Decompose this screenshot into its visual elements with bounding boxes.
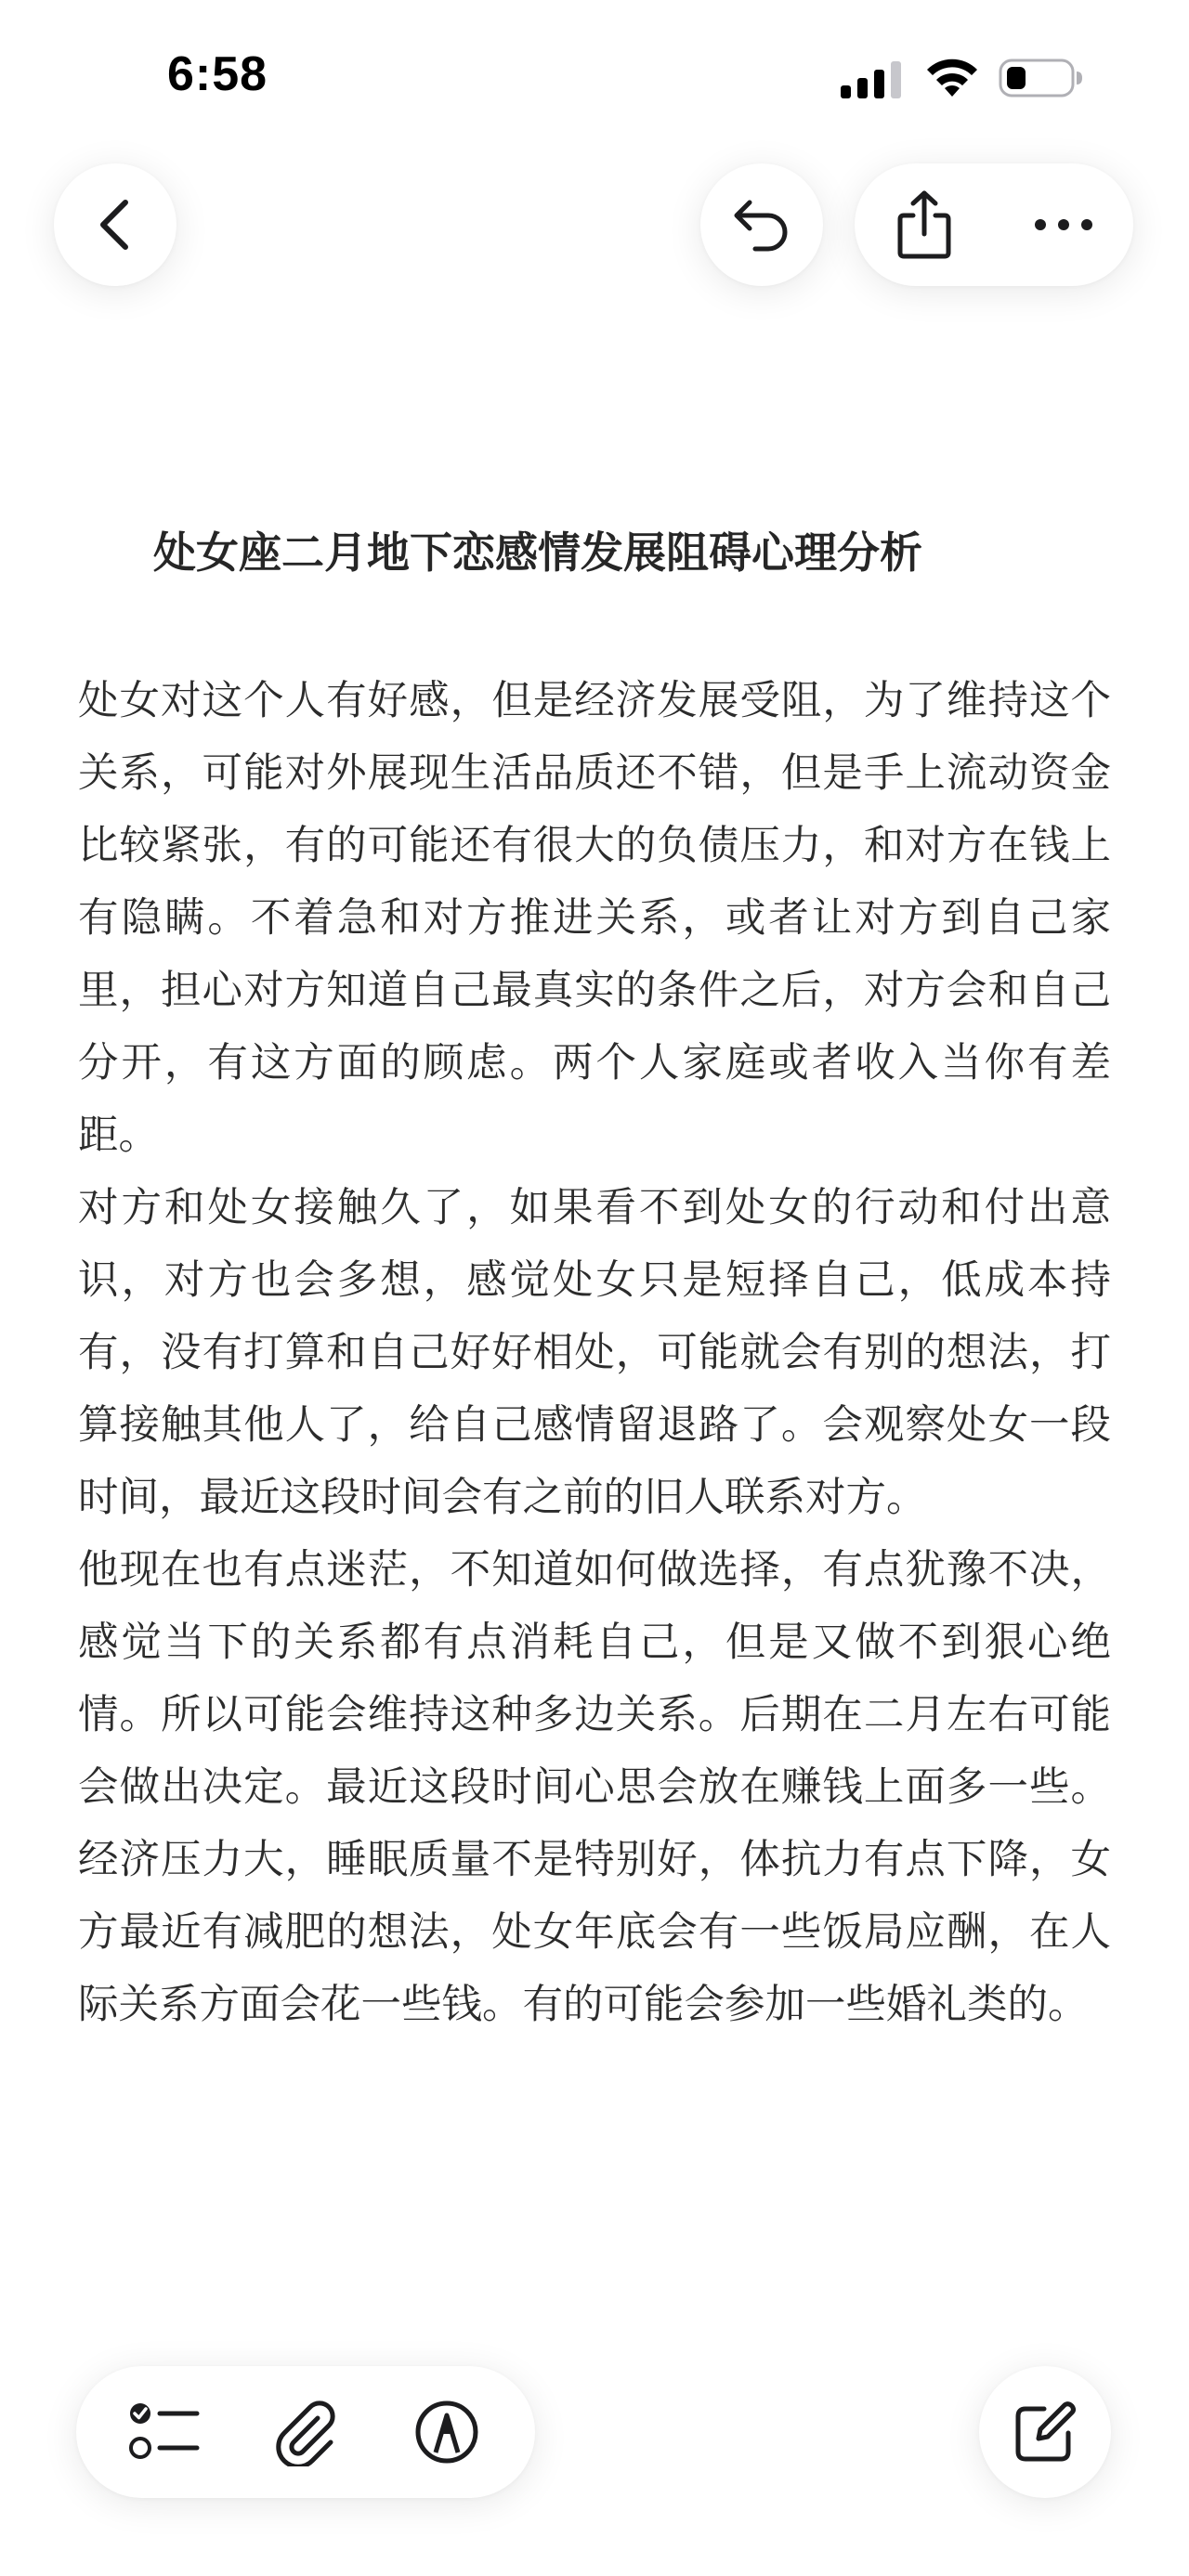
compose-button[interactable] <box>979 2366 1111 2498</box>
wifi-icon <box>924 56 980 100</box>
bottom-toolbar <box>76 2366 535 2498</box>
note-body[interactable] <box>78 665 1111 2041</box>
markup-pen-icon <box>413 2399 480 2465</box>
status-bar <box>0 0 1189 149</box>
share-icon <box>895 189 954 260</box>
compose-icon <box>1013 2400 1078 2465</box>
note-paragraph: 对方和处女接触久了，如果看不到处女的行动和付出意识，对方也会多想，感觉处女只是短择自己，低成本持有，没有打算和自己好好相处，可能就会有别的想法，打算接触其他人了，给自己感情留退路了。会观察处女一段时间，最近这段时间会有之前的旧人联系对方。 <box>78 1185 1111 1521</box>
checklist-button[interactable] <box>104 2366 225 2498</box>
markup-button[interactable] <box>386 2366 507 2498</box>
note-paragraph: 他现在也有点迷茫，不知道如何做选择，有点犹豫不决，感觉当下的关系都有点消耗自己，但是又做不到狠心绝情。所以可能会维持这种多边关系。后期在二月左右可能会做出决定。最近这段时间心思会放在赚钱上面多一些。经济压力大，睡眠质量不是特别好，体抗力有点下降，女方最近有减肥的想法，处女年底会有一些饭局应酬，在人际关系方面会花一些钱。有的可能会参加一些婚礼类的。 <box>78 1547 1111 2028</box>
paperclip-icon <box>273 2398 338 2466</box>
cellular-signal-icon <box>841 61 904 98</box>
note-title[interactable]: 处女座二月地下恋感情发展阻碍心理分析 <box>153 527 922 578</box>
more-button[interactable] <box>994 163 1133 286</box>
undo-button[interactable] <box>700 163 823 286</box>
back-button[interactable] <box>54 163 176 286</box>
status-time: 6:58 <box>167 47 268 101</box>
battery-icon <box>999 58 1084 98</box>
checklist-icon <box>128 2400 201 2465</box>
undo-icon <box>729 195 794 254</box>
share-more-group <box>855 163 1133 286</box>
attach-button[interactable] <box>245 2366 366 2498</box>
chevron-left-icon <box>92 197 138 253</box>
share-button[interactable] <box>855 163 994 286</box>
ellipsis-icon <box>1034 218 1093 231</box>
note-paragraph: 处女对这个人有好感，但是经济发展受阻，为了维持这个关系，可能对外展现生活品质还不错，但是手上流动资金比较紧张，有的可能还有很大的负债压力，和对方在钱上有隐瞒。不着急和对方推进关系，或者让对方到自己家里，担心对方知道自己最真实的条件之后，对方会和自己分开，有这方面的顾虑。两个人家庭或者收入当你有差距。 <box>78 678 1111 1159</box>
